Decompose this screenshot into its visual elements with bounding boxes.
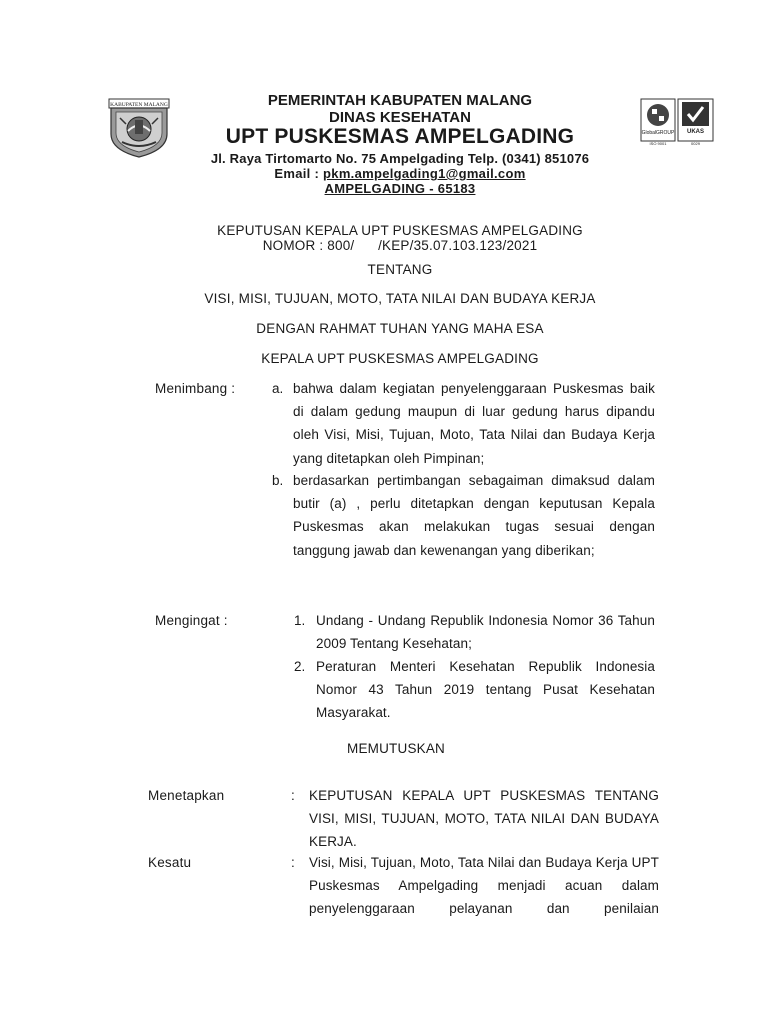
- menimbang-item-a: bahwa dalam kegiatan penyelenggaraan Puskesmas baik di dalam gedung maupun di luar gedung harus dipandu oleh Visi, Misi, Tujuan, Moto, Tata Nilai dan Budaya Kerja yang ditetapkan oleh Pimpinan;: [293, 381, 655, 466]
- decree-number: NOMOR : 800/ /KEP/35.07.103.123/2021: [262, 238, 538, 253]
- menimbang-mark-b: b.: [272, 473, 284, 488]
- emblem-caption: KABUPATEN MALANG: [110, 102, 168, 108]
- kesatu-label: Kesatu: [148, 855, 192, 870]
- letterhead-government: PEMERINTAH KABUPATEN MALANG: [267, 92, 533, 109]
- decree-blessing: DENGAN RAHMAT TUHAN YANG MAHA ESA: [256, 321, 544, 336]
- mengingat-item-1: Undang - Undang Republik Indonesia Nomor 36 Tahun 2009 Tentang Kesehatan;: [316, 613, 655, 652]
- memutuskan-heading: MEMUTUSKAN: [347, 741, 446, 756]
- menetapkan-text: KEPUTUSAN KEPALA UPT PUSKESMAS TENTANG VISI, MISI, TUJUAN, MOTO, TATA NILAI DAN BUDAYA KERJA.: [309, 788, 659, 850]
- global-group-label: GlobalGROUP: [641, 130, 675, 136]
- menetapkan-label: Menetapkan: [148, 788, 225, 803]
- mengingat-mark-1: 1.: [294, 613, 306, 628]
- menimbang-item-b: berdasarkan pertimbangan sebagaiman dimaksud dalam butir (a) , perlu ditetapkan dengan keputusan Kepala Puskesmas akan melakukan tugas sesuai dengan tanggung jawab dan kewenangan yang diberikan;: [293, 473, 655, 558]
- letterhead-address: Jl. Raya Tirtomarto No. 75 Ampelgading Telp. (0341) 851076: [210, 151, 590, 166]
- menimbang-mark-a: a.: [272, 381, 284, 396]
- mengingat-mark-2: 2.: [294, 659, 306, 674]
- letterhead-institution: UPT PUSKESMAS AMPELGADING: [225, 125, 575, 148]
- decree-subject: VISI, MISI, TUJUAN, MOTO, TATA NILAI DAN BUDAYA KERJA: [204, 291, 596, 306]
- letterhead-postal: AMPELGADING - 65183: [324, 181, 476, 196]
- decree-title: KEPUTUSAN KEPALA UPT PUSKESMAS AMPELGADING: [217, 223, 583, 238]
- email-link[interactable]: pkm.ampelgading1@gmail.com: [323, 166, 526, 181]
- kesatu-colon: :: [291, 855, 295, 870]
- kesatu-text: Visi, Misi, Tujuan, Moto, Tata Nilai dan Budaya Kerja UPT Puskesmas Ampelgading menjadi acuan dalam penyelenggaraan pelayanan dan penilaian: [309, 855, 659, 917]
- letterhead-department: DINAS KESEHATAN: [329, 109, 471, 126]
- letterhead-email-line: [0, 166, 768, 181]
- iso-label: ISO 9001: [649, 141, 667, 146]
- menimbang-label: Menimbang :: [155, 381, 236, 396]
- email-label: Email :: [274, 166, 324, 181]
- mengingat-label: Mengingat :: [155, 613, 228, 628]
- ukas-label: UKAS: [686, 129, 705, 135]
- decree-tentang: TENTANG: [367, 262, 433, 277]
- menetapkan-colon: :: [291, 788, 295, 803]
- decree-issuer: KEPALA UPT PUSKESMAS AMPELGADING: [261, 351, 539, 366]
- mengingat-item-2: Peraturan Menteri Kesehatan Republik Indonesia Nomor 43 Tahun 2019 tentang Pusat Kesehatan Masyarakat.: [316, 659, 655, 721]
- ukas-number: 0029: [691, 141, 700, 146]
